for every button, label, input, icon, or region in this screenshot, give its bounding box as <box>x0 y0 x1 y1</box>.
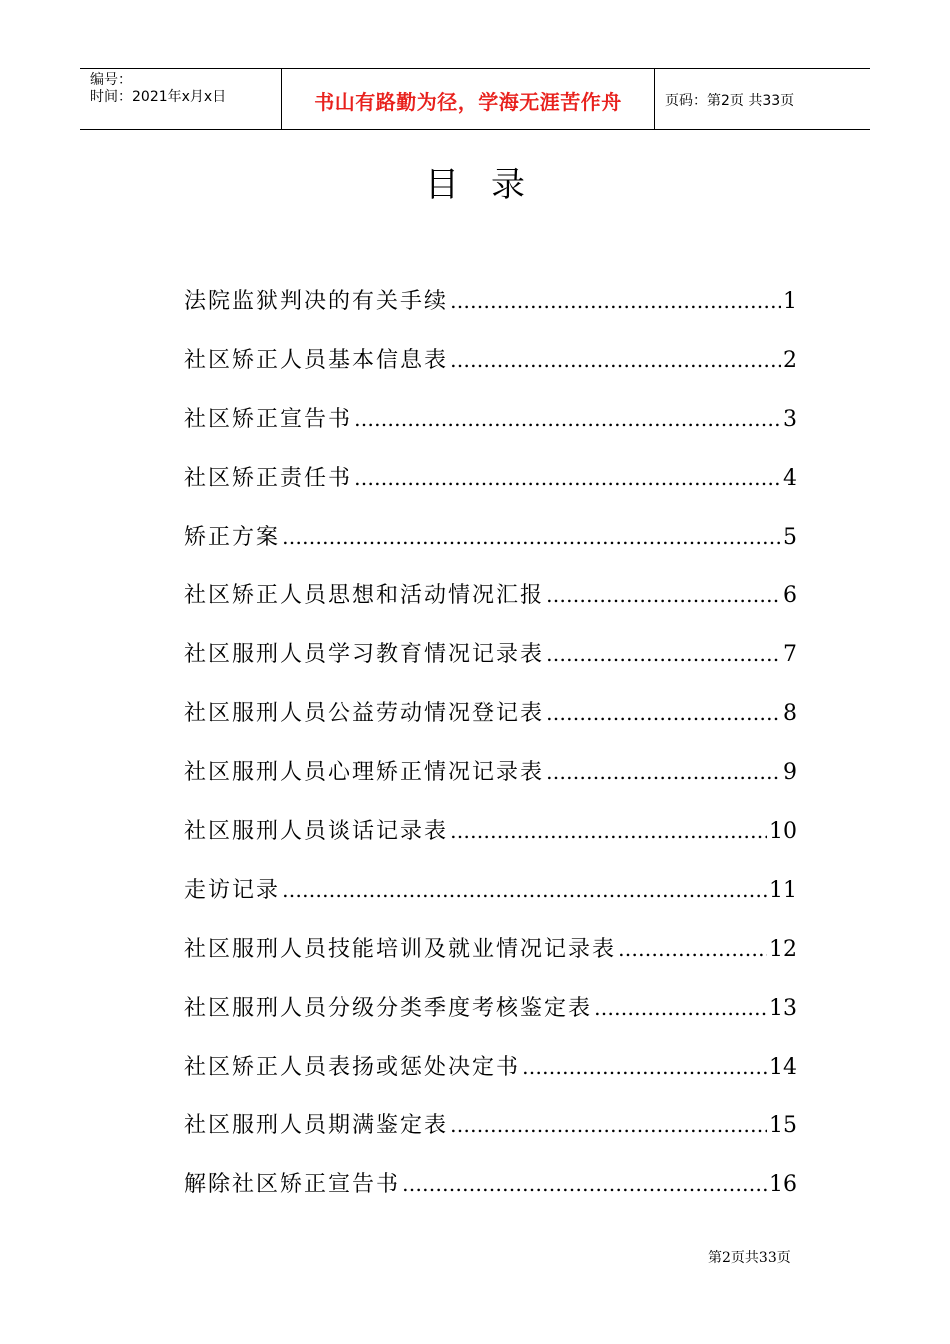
toc-leader-dots <box>546 752 781 792</box>
toc-leader-dots <box>450 281 781 321</box>
toc-entry[interactable] <box>184 634 797 693</box>
toc-entry-label: 矫正方案 <box>184 524 281 550</box>
toc-entry[interactable] <box>184 575 797 634</box>
toc-entry-page: 6 <box>783 583 797 609</box>
toc-leader-dots <box>546 575 781 615</box>
toc-entry-page: 13 <box>769 995 797 1021</box>
page-title: 目录 <box>425 165 557 205</box>
toc-entry-page: 8 <box>783 701 797 727</box>
toc-entry-label: 社区矫正宣告书 <box>184 406 353 432</box>
header-page-cell <box>655 69 870 129</box>
toc-leader-dots <box>546 634 781 674</box>
toc-entry-page: 14 <box>769 1054 797 1080</box>
toc-leader-dots <box>450 811 767 851</box>
toc-entry-label: 社区服刑人员技能培训及就业情况记录表 <box>184 936 617 962</box>
toc-leader-dots <box>618 929 767 969</box>
toc-leader-dots <box>450 1105 767 1145</box>
toc-entry-label: 社区服刑人员分级分类季度考核鉴定表 <box>184 995 593 1021</box>
toc-entry[interactable] <box>184 870 797 929</box>
toc-leader-dots <box>354 399 781 439</box>
toc-entry-page: 3 <box>783 406 797 432</box>
toc-leader-dots <box>402 1164 767 1204</box>
toc-leader-dots <box>594 988 767 1028</box>
toc-entry-label: 社区矫正人员表扬或惩处决定书 <box>184 1054 521 1080</box>
toc-entry[interactable] <box>184 1164 797 1223</box>
toc-entry[interactable] <box>184 399 797 458</box>
toc-entry-page: 5 <box>783 524 797 550</box>
toc-entry[interactable] <box>184 1047 797 1106</box>
header-meta-cell <box>80 69 282 129</box>
toc-leader-dots <box>354 458 781 498</box>
toc-entry-label: 社区服刑人员学习教育情况记录表 <box>184 642 545 668</box>
toc-entry[interactable] <box>184 1105 797 1164</box>
toc-entry-page: 1 <box>783 289 797 314</box>
toc-leader-dots <box>282 870 767 910</box>
toc-entry-label: 走访记录 <box>184 877 281 903</box>
toc-entry-label: 社区矫正人员基本信息表 <box>184 347 449 373</box>
toc-entry-page: 9 <box>783 760 797 786</box>
document-header <box>80 68 870 130</box>
toc-entry[interactable] <box>184 517 797 576</box>
time-label: 时间：2021年x月x日 <box>90 89 227 105</box>
number-label: 编号： <box>90 72 132 88</box>
toc-entry-label: 解除社区矫正宣告书 <box>184 1172 401 1198</box>
toc-entry-label: 社区矫正人员思想和活动情况汇报 <box>184 583 545 609</box>
toc-entry-page: 16 <box>769 1172 797 1198</box>
header-page-label: 页码：第2页 共33页 <box>665 93 795 109</box>
toc-leader-dots <box>450 340 781 380</box>
toc-entry-page: 11 <box>769 877 797 903</box>
toc-entry[interactable] <box>184 929 797 988</box>
toc-entry-label: 社区服刑人员期满鉴定表 <box>184 1113 449 1139</box>
toc-entry-label: 社区服刑人员谈话记录表 <box>184 819 449 845</box>
toc-entry-page: 2 <box>783 347 797 373</box>
toc-entry-label: 法院监狱判决的有关手续 <box>184 289 449 314</box>
toc-entry-label: 社区服刑人员公益劳动情况登记表 <box>184 701 545 727</box>
toc-leader-dots <box>522 1047 767 1087</box>
toc-leader-dots <box>546 693 781 733</box>
toc-entry[interactable] <box>184 811 797 870</box>
header-motto-cell <box>282 69 655 129</box>
toc-entry[interactable] <box>184 752 797 811</box>
toc-entry-page: 4 <box>783 465 797 491</box>
toc-entry[interactable] <box>184 988 797 1047</box>
toc-entry-page: 10 <box>769 819 797 845</box>
toc-entry-label: 社区服刑人员心理矫正情况记录表 <box>184 760 545 786</box>
motto-text: 书山有路勤为径，学海无涯苦作舟 <box>314 90 622 114</box>
toc-entry-page: 7 <box>783 642 797 668</box>
toc-entry[interactable] <box>184 693 797 752</box>
toc-entry-page: 12 <box>769 936 797 962</box>
toc-entry-page: 15 <box>769 1113 797 1139</box>
toc-entry[interactable] <box>184 458 797 517</box>
footer-page-number: 第2页共33页 <box>708 1250 791 1266</box>
toc-entry-label: 社区矫正责任书 <box>184 465 353 491</box>
table-of-contents <box>184 281 797 1223</box>
toc-entry[interactable] <box>184 340 797 399</box>
toc-entry[interactable] <box>184 281 797 340</box>
toc-leader-dots <box>282 517 781 557</box>
